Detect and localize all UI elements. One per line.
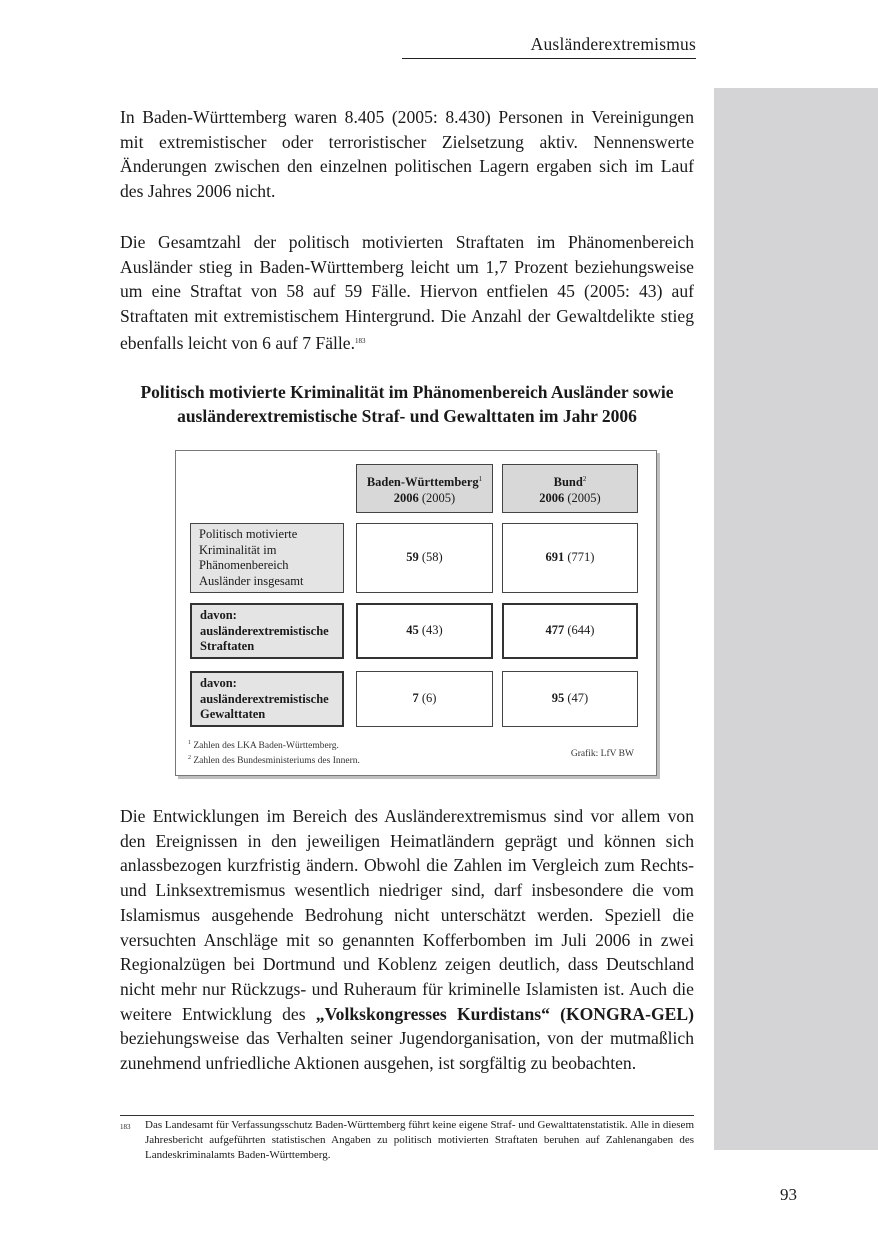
footnote-number: 183	[120, 1123, 131, 1131]
value-bund-gewalttaten	[502, 671, 638, 727]
value-bund-gewalttaten-number: 95	[551, 691, 565, 706]
statistics-figure	[175, 450, 657, 776]
header-rule	[402, 58, 696, 59]
value-bw-total-prev: (58)	[421, 550, 443, 565]
figure-notes	[188, 737, 360, 767]
figure-note-2-num: 2	[188, 755, 191, 762]
value-bw-gewalttaten-prev: (6)	[421, 691, 437, 706]
running-header: Ausländerextremismus	[530, 34, 696, 54]
value-bw-straftaten	[356, 603, 493, 659]
paragraph-3-bold: „Volkskongresses Kurdistans“ (KONGRA-GEL)	[315, 1003, 694, 1024]
paragraph-1: In Baden-Württemberg waren 8.405 (2005: 8.430) Personen in Vereinigungen mit extremistischer oder terroristischer Zielsetzung aktiv. Nennenswerte Änderungen zwischen den einzelnen politischen Lagern ergaben sich im Lauf des Jahres 2006 nicht.	[120, 107, 694, 202]
column-header-bund-year: 2006	[539, 490, 565, 505]
value-bund-total-prev: (771)	[567, 550, 595, 565]
figure-title	[120, 381, 694, 428]
footnote-reference: 183	[355, 336, 366, 345]
column-header-bund-prev: (2005)	[567, 490, 601, 505]
column-header-bw-name: Baden-Württemberg	[366, 475, 479, 490]
figure-note-2	[188, 752, 360, 767]
footnote-text: Das Landesamt für Verfassungsschutz Baden-Württemberg führt keine eigene Straf- und Gewalttatenstatistik. Alle in diesem Jahresbericht aufgeführten statistischen Angaben zu politisch motivierten Straftaten beruhen auf Zahlenangaben des Landeskriminalamts Baden-Württemberg.	[145, 1119, 694, 1161]
figure-note-1-text: Zahlen des LKA Baden-Württemberg.	[193, 741, 339, 752]
value-bund-straftaten	[502, 603, 638, 659]
figure-credit: Grafik: LfV BW	[570, 749, 634, 759]
side-margin-bar	[714, 88, 878, 1150]
value-bund-straftaten-prev: (644)	[567, 623, 595, 638]
value-bw-total	[356, 523, 493, 593]
paragraph-3-part-1: Die Entwicklungen im Bereich des Ausländerextremismus sind vor allem von den Ereignissen in den jeweiligen Heimatländern geprägt und können sich anlassbezogen kurzfristig ändern. Obwohl die Zahlen im Vergleich zum Rechts- und Linksextremismus wesentlich niedriger sind, darf insbesondere die vom Islamismus ausgehende Bedrohung nicht unterschätzt werden. Speziell die versuchten Anschläge mit so genannten Kofferbomben im Juli 2006 in zwei Regionalzügen bei Dortmund und Koblenz zeigen deutlich, dass Deutschland nicht mehr nur Rückzugs- und Ruheraum für kriminelle Islamisten ist. Auch die weitere Entwicklung des	[120, 806, 694, 1024]
column-header-bund-name: Bund	[553, 475, 583, 490]
row-label-total: Politisch motivierte Kriminalität im Phänomenbereich Ausländer insgesamt	[190, 523, 344, 593]
value-bw-total-number: 59	[406, 550, 419, 565]
footnote	[120, 1118, 694, 1163]
column-header-bund	[502, 464, 638, 513]
figure-note-1-num: 1	[188, 740, 191, 746]
paragraph-3	[120, 804, 694, 1076]
column-header-bw-year: 2006	[393, 490, 419, 505]
row-label-gewalttaten: davon: ausländerextremistische Gewalttaten	[190, 671, 344, 727]
column-header-bund-sup: 2	[582, 475, 587, 483]
paragraph-2-text: Die Gesamtzahl der politisch motivierten Straftaten im Phänomenbereich Ausländer stieg in Baden-Württemberg leicht um 1,7 Prozent beziehungsweise um eine Straftat von 58 auf 59 Fälle. Hiervon entfielen 45 (2005: 43) auf Straftaten mit extremistischem Hintergrund. Die Anzahl der Gewaltdelikte stieg ebenfalls leicht von 6 auf 7 Fälle.	[120, 232, 694, 353]
column-header-bw-sup: 1	[478, 475, 483, 483]
figure-note-2-text: Zahlen des Bundesministeriums des Innern.	[193, 756, 360, 767]
figure-title-line-2: ausländerextremistische Straf- und Gewalttaten im Jahr 2006	[177, 405, 637, 426]
row-label-straftaten: davon: ausländerextremistische Straftaten	[190, 603, 344, 659]
value-bund-total	[502, 523, 638, 593]
value-bw-gewalttaten-number: 7	[412, 691, 419, 706]
value-bw-straftaten-number: 45	[406, 623, 419, 638]
paragraph-2	[120, 230, 694, 356]
value-bund-straftaten-number: 477	[545, 623, 565, 638]
figure-title-line-1: Politisch motivierte Kriminalität im Phänomenbereich Ausländer sowie	[140, 382, 674, 402]
value-bund-gewalttaten-prev: (47)	[567, 691, 589, 706]
value-bw-gewalttaten	[356, 671, 493, 727]
footnote-rule	[120, 1115, 694, 1116]
column-header-bw	[356, 464, 493, 513]
column-header-bw-prev: (2005)	[421, 490, 456, 505]
value-bw-straftaten-prev: (43)	[421, 623, 443, 638]
value-bund-total-number: 691	[545, 550, 565, 565]
page-number: 93	[780, 1185, 797, 1204]
figure-note-1	[188, 737, 360, 752]
paragraph-3-part-2: beziehungsweise das Verhalten seiner Jugendorganisation, von der mutmaßlich zunehmend unfriedliche Aktionen ausgehen, ist sorgfältig zu beobachten.	[120, 1028, 694, 1074]
